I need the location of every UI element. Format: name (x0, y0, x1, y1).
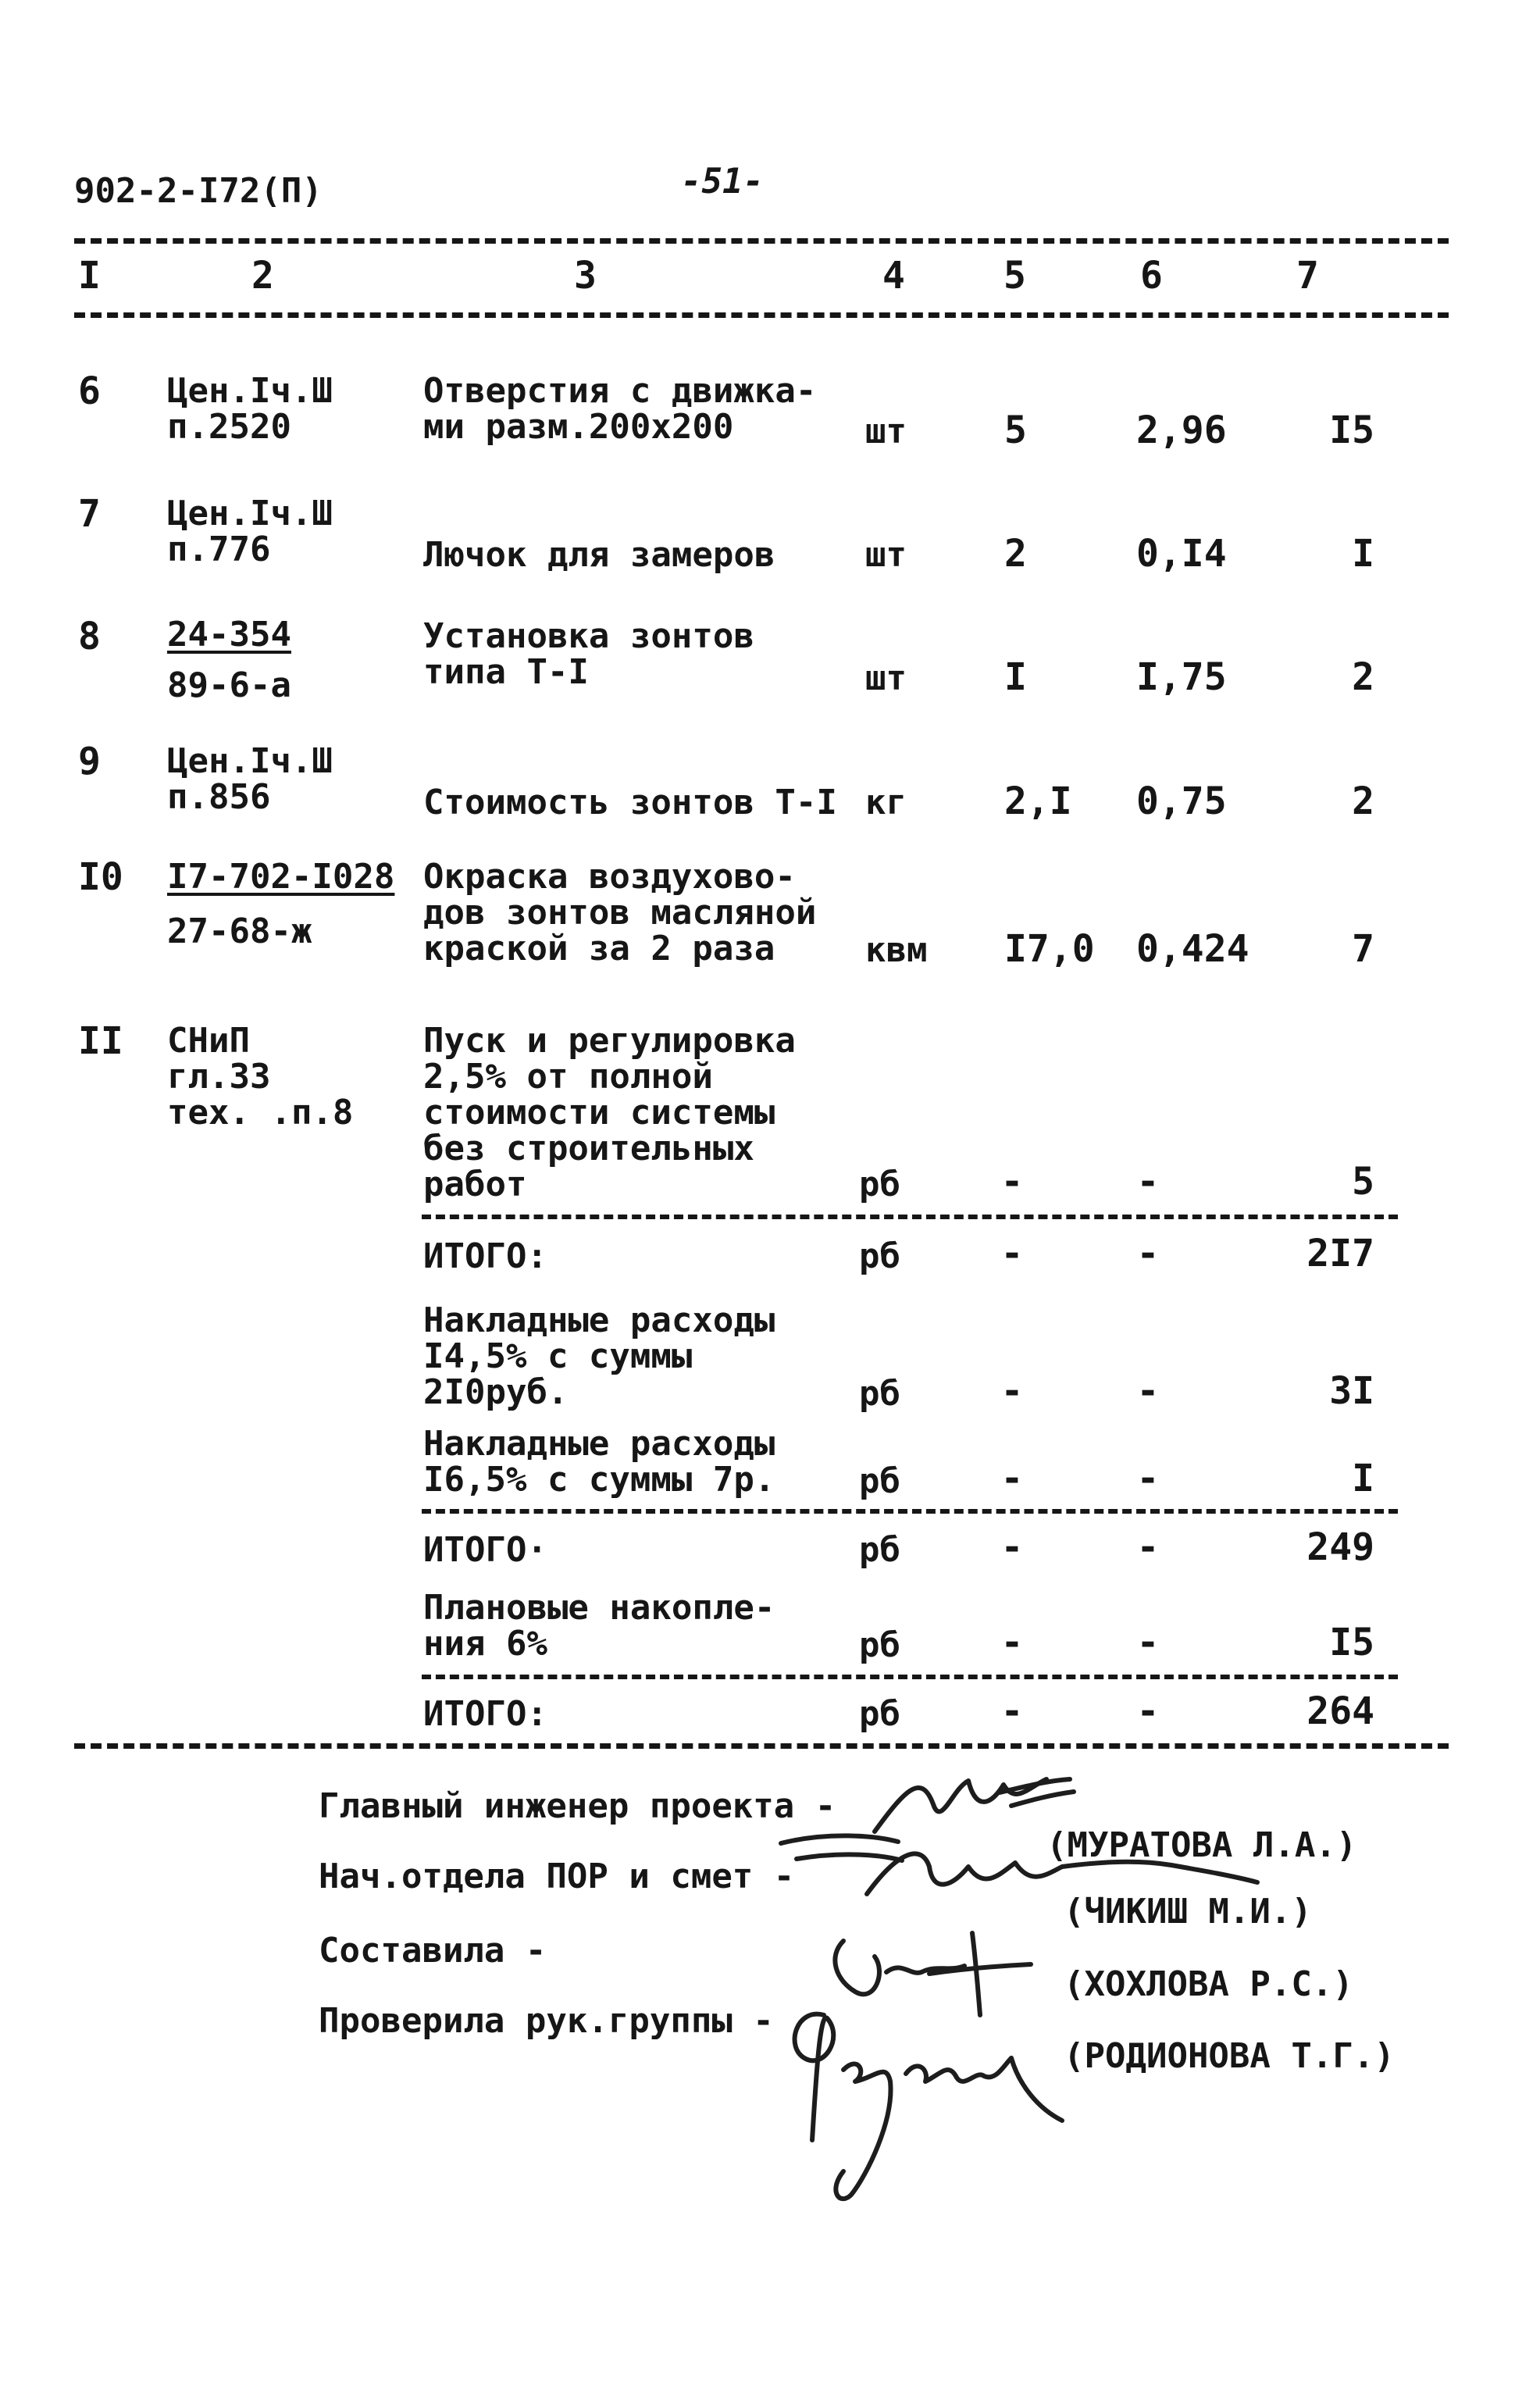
summary-unit-price: - (1136, 1369, 1160, 1413)
summary-total: 264 (1307, 1689, 1374, 1733)
summary-total: I (1352, 1457, 1374, 1500)
handwritten-signature-2 (765, 1820, 1273, 1921)
summary-quantity: - (1000, 1369, 1024, 1413)
row-description-line: 2,5% от полной (423, 1057, 713, 1097)
row-reference-line: п.2520 (167, 407, 291, 447)
summary-description-line: I6,5% с суммы 7р. (423, 1460, 775, 1500)
summary-rule (422, 1509, 1398, 1514)
row-number: II (78, 1019, 123, 1063)
column-header-6: 6 (1140, 254, 1163, 298)
summary-description-line: 2I0руб. (423, 1372, 569, 1412)
column-header-3: 3 (574, 254, 597, 298)
row-unit-price: 0,75 (1136, 779, 1227, 823)
document-code: 902-2-I72(П) (74, 171, 323, 211)
row-reference-line: гл.33 (167, 1057, 271, 1097)
row-total: I5 (1329, 408, 1374, 452)
row-unit: рб (859, 1165, 900, 1204)
summary-quantity: - (1000, 1457, 1024, 1500)
summary-quantity: - (1000, 1689, 1024, 1733)
row-description-line: стоимости системы (423, 1093, 775, 1133)
row-unit-price: I,75 (1136, 655, 1227, 699)
row-reference-line: 27-68-ж (167, 911, 312, 951)
row-description-line: Пуск и регулировка (423, 1021, 796, 1061)
column-header-2: 2 (251, 254, 274, 298)
summary-unit: рб (859, 1236, 900, 1276)
row-unit: шт (865, 658, 907, 698)
row-reference-line: п.776 (167, 530, 271, 569)
summary-description-line: ИТОГО· (423, 1530, 547, 1570)
summary-total: 2I7 (1307, 1232, 1374, 1275)
row-number: 8 (78, 615, 101, 658)
summary-unit: рб (859, 1374, 900, 1414)
row-number: I0 (78, 855, 123, 899)
row-total: 2 (1352, 655, 1374, 699)
summary-quantity: - (1000, 1525, 1024, 1569)
row-unit: кг (865, 783, 907, 822)
row-total: 2 (1352, 779, 1374, 823)
summary-description-line: ИТОГО: (423, 1236, 547, 1276)
summary-quantity: - (1000, 1232, 1024, 1275)
row-description-line: ми разм.200х200 (423, 407, 734, 447)
row-description-line: Окраска воздуховo- (423, 857, 796, 897)
row-total: I (1352, 532, 1374, 576)
summary-description-line: Накладные расходы (423, 1300, 775, 1340)
summary-unit-price: - (1136, 1232, 1160, 1275)
summary-unit: рб (859, 1694, 900, 1734)
row-number: 6 (78, 369, 101, 413)
row-quantity: 2,I (1004, 779, 1072, 823)
summary-unit-price: - (1136, 1457, 1160, 1500)
row-reference-line: I7-702-I028 (167, 857, 395, 897)
row-quantity: 5 (1004, 408, 1027, 452)
signature-role-compiled-by: Составила - (319, 1931, 547, 1971)
row-unit: шт (865, 412, 907, 451)
row-description-line: краской за 2 раза (423, 929, 775, 968)
summary-unit: рб (859, 1530, 900, 1570)
signature-role-department-head: Нач.отдела ПОР и смет - (319, 1857, 795, 1896)
row-reference-line: 89-6-а (167, 665, 291, 705)
signatory-name-khokhlova: (ХОХЛОВА Р.С.) (1064, 1964, 1353, 2004)
row-unit: шт (865, 535, 907, 575)
column-header-1: I (78, 254, 101, 298)
row-total: 5 (1352, 1160, 1374, 1204)
summary-description-line: Накладные расходы (423, 1424, 775, 1464)
signature-role-chief-engineer: Главный инженер проекта - (319, 1786, 836, 1826)
summary-total: 3I (1329, 1369, 1374, 1413)
row-reference-line: Цен.Iч.Ш (167, 741, 333, 781)
row-unit-price: 2,96 (1136, 408, 1227, 452)
column-header-7: 7 (1296, 254, 1319, 298)
column-header-4: 4 (882, 254, 905, 298)
row-quantity: I7,0 (1004, 927, 1095, 971)
summary-total: I5 (1329, 1621, 1374, 1664)
row-quantity: 2 (1004, 532, 1027, 576)
summary-quantity: - (1000, 1621, 1024, 1664)
summary-rule (422, 1675, 1398, 1679)
row-total: 7 (1352, 927, 1374, 971)
signatory-name-muratova: (МУРАТОВА Л.А.) (1046, 1825, 1357, 1865)
signature-role-checked-by: Проверила рук.группы - (319, 2001, 774, 2041)
row-quantity: I (1004, 655, 1027, 699)
row-quantity: - (1000, 1160, 1024, 1204)
summary-unit: рб (859, 1461, 900, 1501)
row-unit-price: - (1136, 1160, 1160, 1204)
row-description-line: дов зонтов масляной (423, 893, 817, 933)
row-reference-line: тех. .п.8 (167, 1093, 354, 1133)
row-reference-line: СНиП (167, 1021, 250, 1061)
row-description-line: Установка зонтов (423, 616, 754, 656)
summary-description-line: Плановые накопле- (423, 1588, 775, 1628)
row-description-line: типа Т-I (423, 652, 589, 692)
summary-description-line: I4,5% с суммы (423, 1336, 693, 1376)
row-description-line: Отверстия с движка- (423, 371, 817, 411)
row-reference-line: п.856 (167, 777, 271, 817)
row-description-line: без строительных (423, 1129, 754, 1168)
row-number: 7 (78, 492, 101, 536)
row-description-line: Лючок для замеров (423, 535, 775, 575)
handwritten-signature-4 (750, 1984, 1078, 2218)
signatory-name-rodionova: (РОДИОНОВА Т.Г.) (1064, 2036, 1395, 2076)
row-description-line: Стоимость зонтов Т-I (423, 783, 837, 822)
column-header-5: 5 (1003, 254, 1026, 298)
summary-unit-price: - (1136, 1621, 1160, 1664)
row-reference-line: 24-354 (167, 615, 291, 655)
row-number: 9 (78, 740, 101, 783)
header-top-rule (74, 238, 1449, 244)
row-unit-price: 0,424 (1136, 927, 1249, 971)
row-reference-line: Цен.Iч.Ш (167, 371, 333, 411)
table-bottom-rule (74, 1743, 1449, 1749)
summary-description-line: ИТОГО: (423, 1694, 547, 1734)
page-number: -51- (681, 162, 764, 202)
summary-unit-price: - (1136, 1525, 1160, 1569)
summary-unit-price: - (1136, 1689, 1160, 1733)
summary-total: 249 (1307, 1525, 1374, 1569)
summary-unit: рб (859, 1625, 900, 1665)
row-unit: квм (865, 930, 928, 970)
header-bottom-rule (74, 312, 1449, 318)
summary-description-line: ния 6% (423, 1624, 547, 1664)
row-unit-price: 0,I4 (1136, 532, 1227, 576)
row-description-line: работ (423, 1165, 527, 1204)
summary-rule (422, 1215, 1398, 1219)
signatory-name-chikish: (ЧИКИШ М.И.) (1064, 1892, 1312, 1932)
row-reference-line: Цен.Iч.Ш (167, 494, 333, 533)
